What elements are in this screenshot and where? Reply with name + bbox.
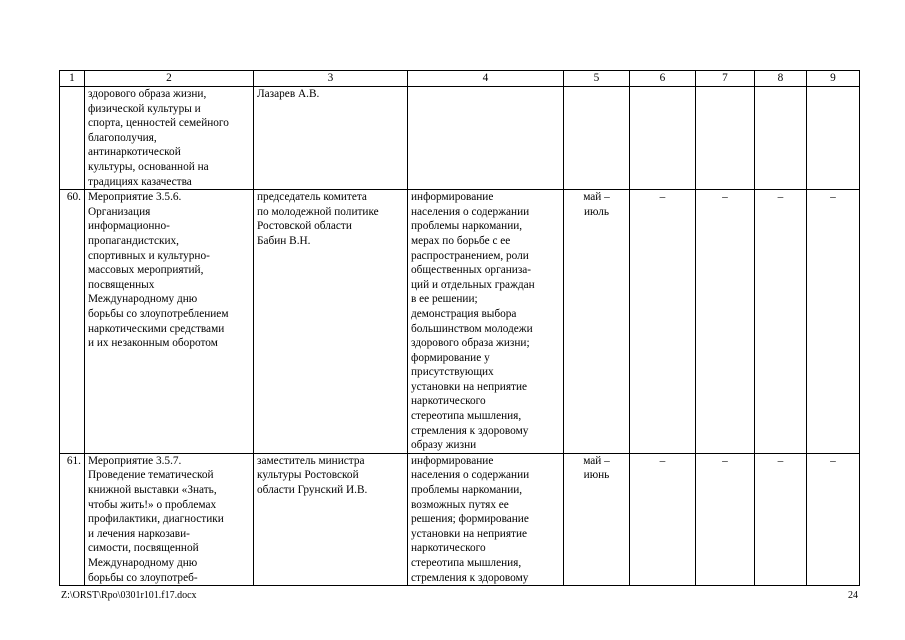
col8-cell: – xyxy=(755,453,807,585)
column-number: 7 xyxy=(696,71,755,87)
measure-cell: Мероприятие 3.5.6. Организация информационно- пропагандистских, спортивных и культурно- массовых мероприятий, посвященных Международному дню борьбы со злоупотреблением наркотическими средствами и их незаконным оборотом xyxy=(85,190,254,454)
col9-cell: – xyxy=(807,190,860,454)
col8-cell xyxy=(755,87,807,190)
period-cell xyxy=(564,87,630,190)
col7-cell: – xyxy=(696,190,755,454)
column-number: 1 xyxy=(60,71,85,87)
table-row-60 xyxy=(60,190,860,454)
measure-cell: Мероприятие 3.5.7. Проведение тематической книжной выставки «Знать, чтобы жить!» о проблемах профилактики, диагностики и лечения наркозави- симости, посвященной Международному дню борьбы со злоупотреб- xyxy=(85,453,254,585)
column-number: 6 xyxy=(630,71,696,87)
column-number: 4 xyxy=(408,71,564,87)
result-cell: информирование населения о содержании проблемы наркомании, возможных путях ее решения; формирование установки на неприятие наркотического стереотипа мышления, стремления к здоровому xyxy=(408,453,564,585)
column-number-row xyxy=(60,71,860,87)
col6-cell: – xyxy=(630,453,696,585)
result-cell: информирование населения о содержании проблемы наркомании, мерах по борьбе с ее распространением, роли общественных организа- ций и отдельных граждан в ее решении; демонстрация выбора большинством молодежи здорового образа жизни; формирование у присутствующих установки на неприятие наркотического стереотипа мышления, стремления к здоровому образу жизни xyxy=(408,190,564,454)
result-cell xyxy=(408,87,564,190)
row-number xyxy=(60,87,85,190)
col7-cell xyxy=(696,87,755,190)
responsible-cell: Лазарев А.В. xyxy=(254,87,408,190)
column-number: 5 xyxy=(564,71,630,87)
column-number: 8 xyxy=(755,71,807,87)
table-row-61 xyxy=(60,453,860,585)
col6-cell: – xyxy=(630,190,696,454)
col7-cell: – xyxy=(696,453,755,585)
table-row-continuation xyxy=(60,87,860,190)
measure-cell: здорового образа жизни, физической культуры и спорта, ценностей семейного благополучия, антинаркотической культуры, основанной на традициях казачества xyxy=(85,87,254,190)
col9-cell: – xyxy=(807,453,860,585)
plan-table xyxy=(59,70,860,586)
period-cell: май – июль xyxy=(564,190,630,454)
column-number: 3 xyxy=(254,71,408,87)
col8-cell: – xyxy=(755,190,807,454)
col9-cell xyxy=(807,87,860,190)
responsible-cell: заместитель министра культуры Ростовской области Грунский И.В. xyxy=(254,453,408,585)
page-number: 24 xyxy=(848,590,858,601)
row-number: 61. xyxy=(60,453,85,585)
col6-cell xyxy=(630,87,696,190)
responsible-cell: председатель комитета по молодежной политике Ростовской области Бабин В.Н. xyxy=(254,190,408,454)
footer-file-path: Z:\ORST\Rpo\0301r101.f17.docx xyxy=(61,590,197,601)
row-number: 60. xyxy=(60,190,85,454)
period-cell: май – июнь xyxy=(564,453,630,585)
column-number: 2 xyxy=(85,71,254,87)
column-number: 9 xyxy=(807,71,860,87)
